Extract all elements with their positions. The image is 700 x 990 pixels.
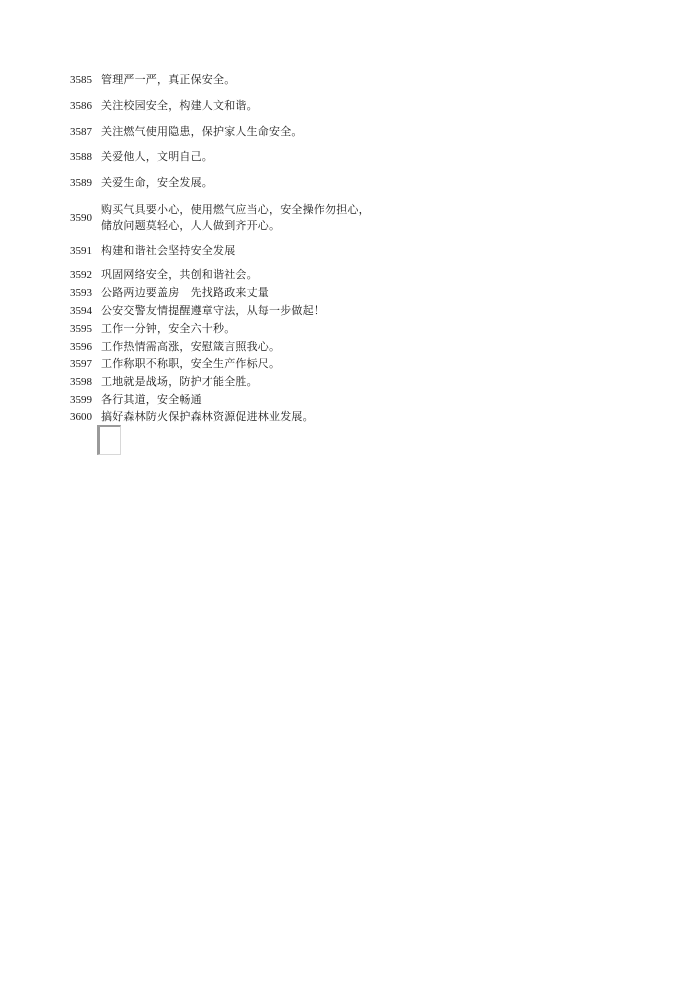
entry-number: 3587 <box>70 126 92 138</box>
entry-text: 公路两边要盖房 先找路政来丈量 <box>101 286 269 299</box>
entry-text: 工作热情需高涨，安慰箴言照我心。 <box>101 340 281 353</box>
entry-text: 管理严一严，真正保安全。 <box>101 73 236 86</box>
entry-number: 3589 <box>70 177 92 189</box>
list-item <box>70 99 370 113</box>
entry-text: 搞好森林防火保护森林资源促进林业发展。 <box>101 410 314 423</box>
list-item <box>70 304 370 318</box>
entry-text: 关爱他人，文明自己。 <box>101 150 213 163</box>
entry-number: 3590 <box>70 212 92 224</box>
entry-number: 3598 <box>70 376 92 388</box>
list-item <box>70 375 370 389</box>
entry-number: 3597 <box>70 358 92 370</box>
empty-checkbox[interactable] <box>97 425 121 455</box>
entry-text: 关注燃气使用隐患，保护家人生命安全。 <box>101 125 303 138</box>
entry-text: 巩固网络安全，共创和谐社会。 <box>101 268 258 281</box>
entry-number: 3599 <box>70 394 92 406</box>
entry-text: 各行其道，安全畅通 <box>101 393 202 406</box>
list-item <box>70 322 370 336</box>
list-item <box>70 244 370 258</box>
entry-number: 3600 <box>70 411 92 423</box>
entry-text: 工作一分钟，安全六十秒。 <box>101 322 236 335</box>
entry-number: 3585 <box>70 74 92 86</box>
entry-text: 工作称职不称职，安全生产作标尺。 <box>101 357 281 370</box>
list-item <box>70 202 370 234</box>
list-item <box>70 125 370 139</box>
entry-number: 3586 <box>70 100 92 112</box>
entry-text: 关注校园安全，构建人文和谐。 <box>101 99 258 112</box>
list-item <box>70 340 370 354</box>
entry-text: 关爱生命，安全发展。 <box>101 176 213 189</box>
entry-number: 3595 <box>70 323 92 335</box>
entry-text: 工地就是战场，防护才能全胜。 <box>101 375 258 388</box>
entry-number: 3594 <box>70 305 92 317</box>
list-item <box>70 73 370 87</box>
list-item <box>70 393 370 407</box>
list-item <box>70 410 370 424</box>
list-item <box>70 268 370 282</box>
list-item <box>70 176 370 190</box>
entry-number: 3588 <box>70 151 92 163</box>
entry-number: 3596 <box>70 341 92 353</box>
entry-text: 公安交警友情提醒遵章守法，从每一步做起！ <box>101 304 325 317</box>
entry-text: 购买气具要小心，使用燃气应当心，安全操作勿担心，储放问题莫轻心，人人做到齐开心。 <box>101 203 370 232</box>
entry-number: 3592 <box>70 269 92 281</box>
list-item <box>70 286 370 300</box>
list-item <box>70 150 370 164</box>
list-item <box>70 357 370 371</box>
entry-number: 3591 <box>70 245 92 257</box>
entry-text: 构建和谐社会坚持安全发展 <box>101 244 236 257</box>
entry-number: 3593 <box>70 287 92 299</box>
